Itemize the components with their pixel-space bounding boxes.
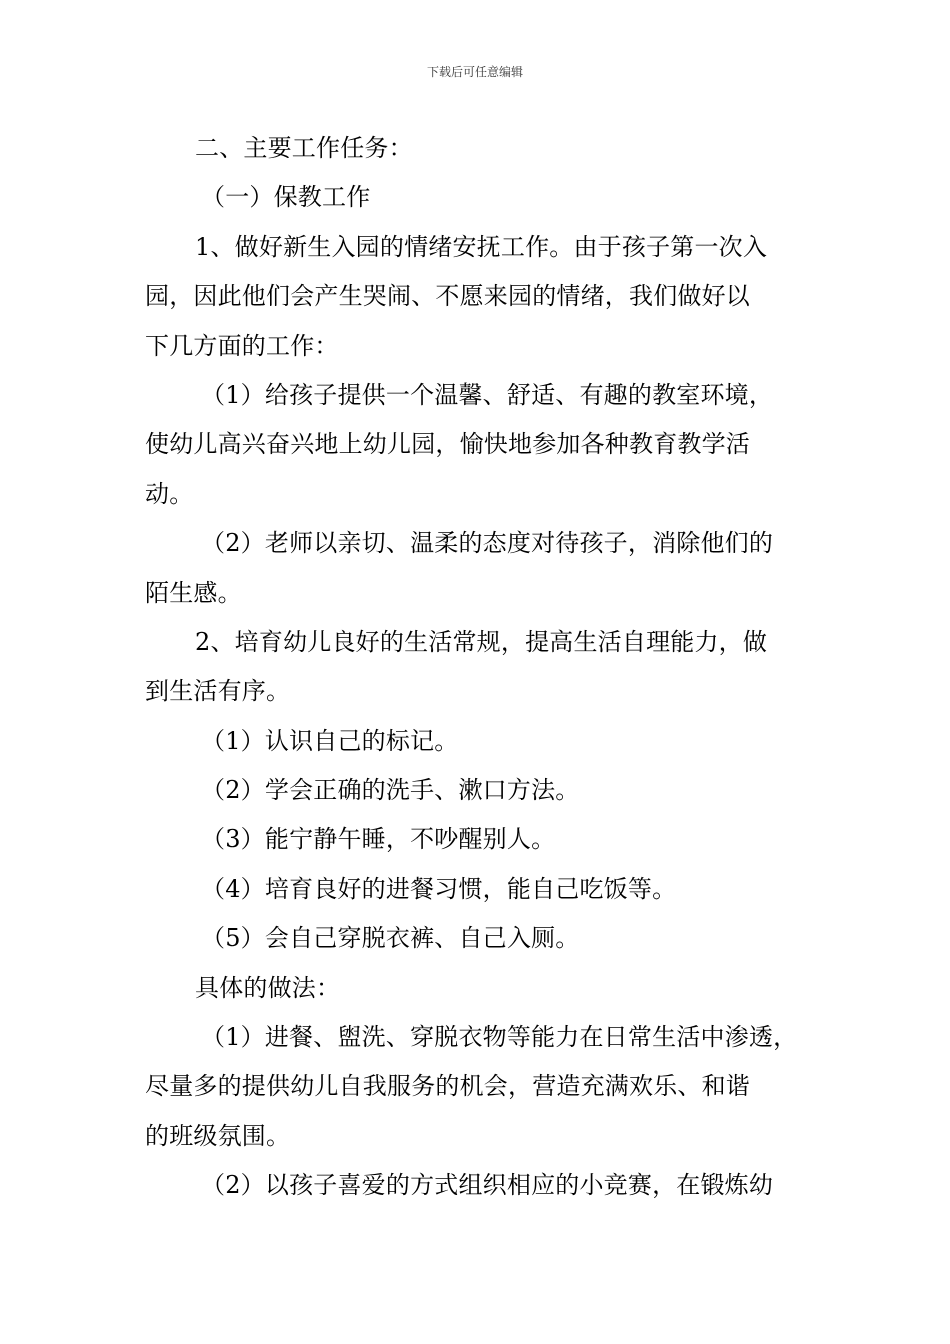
subsection-heading: （一）保教工作 (201, 183, 371, 212)
paragraph-line: 使幼儿高兴奋兴地上幼儿园，愉快地参加各种教育教学活 (145, 430, 750, 459)
document-body (145, 124, 815, 1211)
list-item: （3）能宁静午睡，不吵醒别人。 (201, 825, 556, 854)
paragraph-line: 尽量多的提供幼儿自我服务的机会，营造充满欢乐、和谐 (145, 1072, 750, 1101)
paragraph-line: 2、培育幼儿良好的生活常规，提高生活自理能力，做 (195, 627, 768, 656)
list-item: （5）会自己穿脱衣裤、自己入厕。 (201, 924, 580, 953)
paragraph-line: （2）以孩子喜爱的方式组织相应的小竞赛，在锻炼幼 (201, 1171, 774, 1200)
list-item: （4）培育良好的进餐习惯，能自己吃饭等。 (201, 874, 677, 903)
section-heading: 二、主要工作任务： (195, 134, 413, 162)
paragraph-line: 陌生感。 (145, 578, 242, 607)
paragraph-line: 园，因此他们会产生哭闹、不愿来园的情绪，我们做好以 (145, 282, 750, 311)
list-item: （1）认识自己的标记。 (201, 726, 459, 755)
paragraph-line: 1、做好新生入园的情绪安抚工作。由于孩子第一次入 (195, 232, 768, 261)
page-header: 下载后可任意编辑 (426, 65, 523, 79)
paragraph-line: （1）进餐、盥洗、穿脱衣物等能力在日常生活中渗透， (201, 1023, 798, 1052)
paragraph-line: 的班级氛围。 (145, 1121, 291, 1150)
paragraph-line: （1）给孩子提供一个温馨、舒适、有趣的教室环境， (201, 380, 774, 409)
paragraph-line: 具体的做法： (195, 973, 341, 1002)
list-item: （2）学会正确的洗手、漱口方法。 (201, 776, 580, 805)
paragraph-line: 下几方面的工作： (145, 331, 339, 360)
paragraph-line: （2）老师以亲切、温柔的态度对待孩子，消除他们的 (201, 529, 774, 558)
paragraph-line: 动。 (145, 479, 194, 508)
paragraph-line: 到生活有序。 (145, 677, 291, 706)
